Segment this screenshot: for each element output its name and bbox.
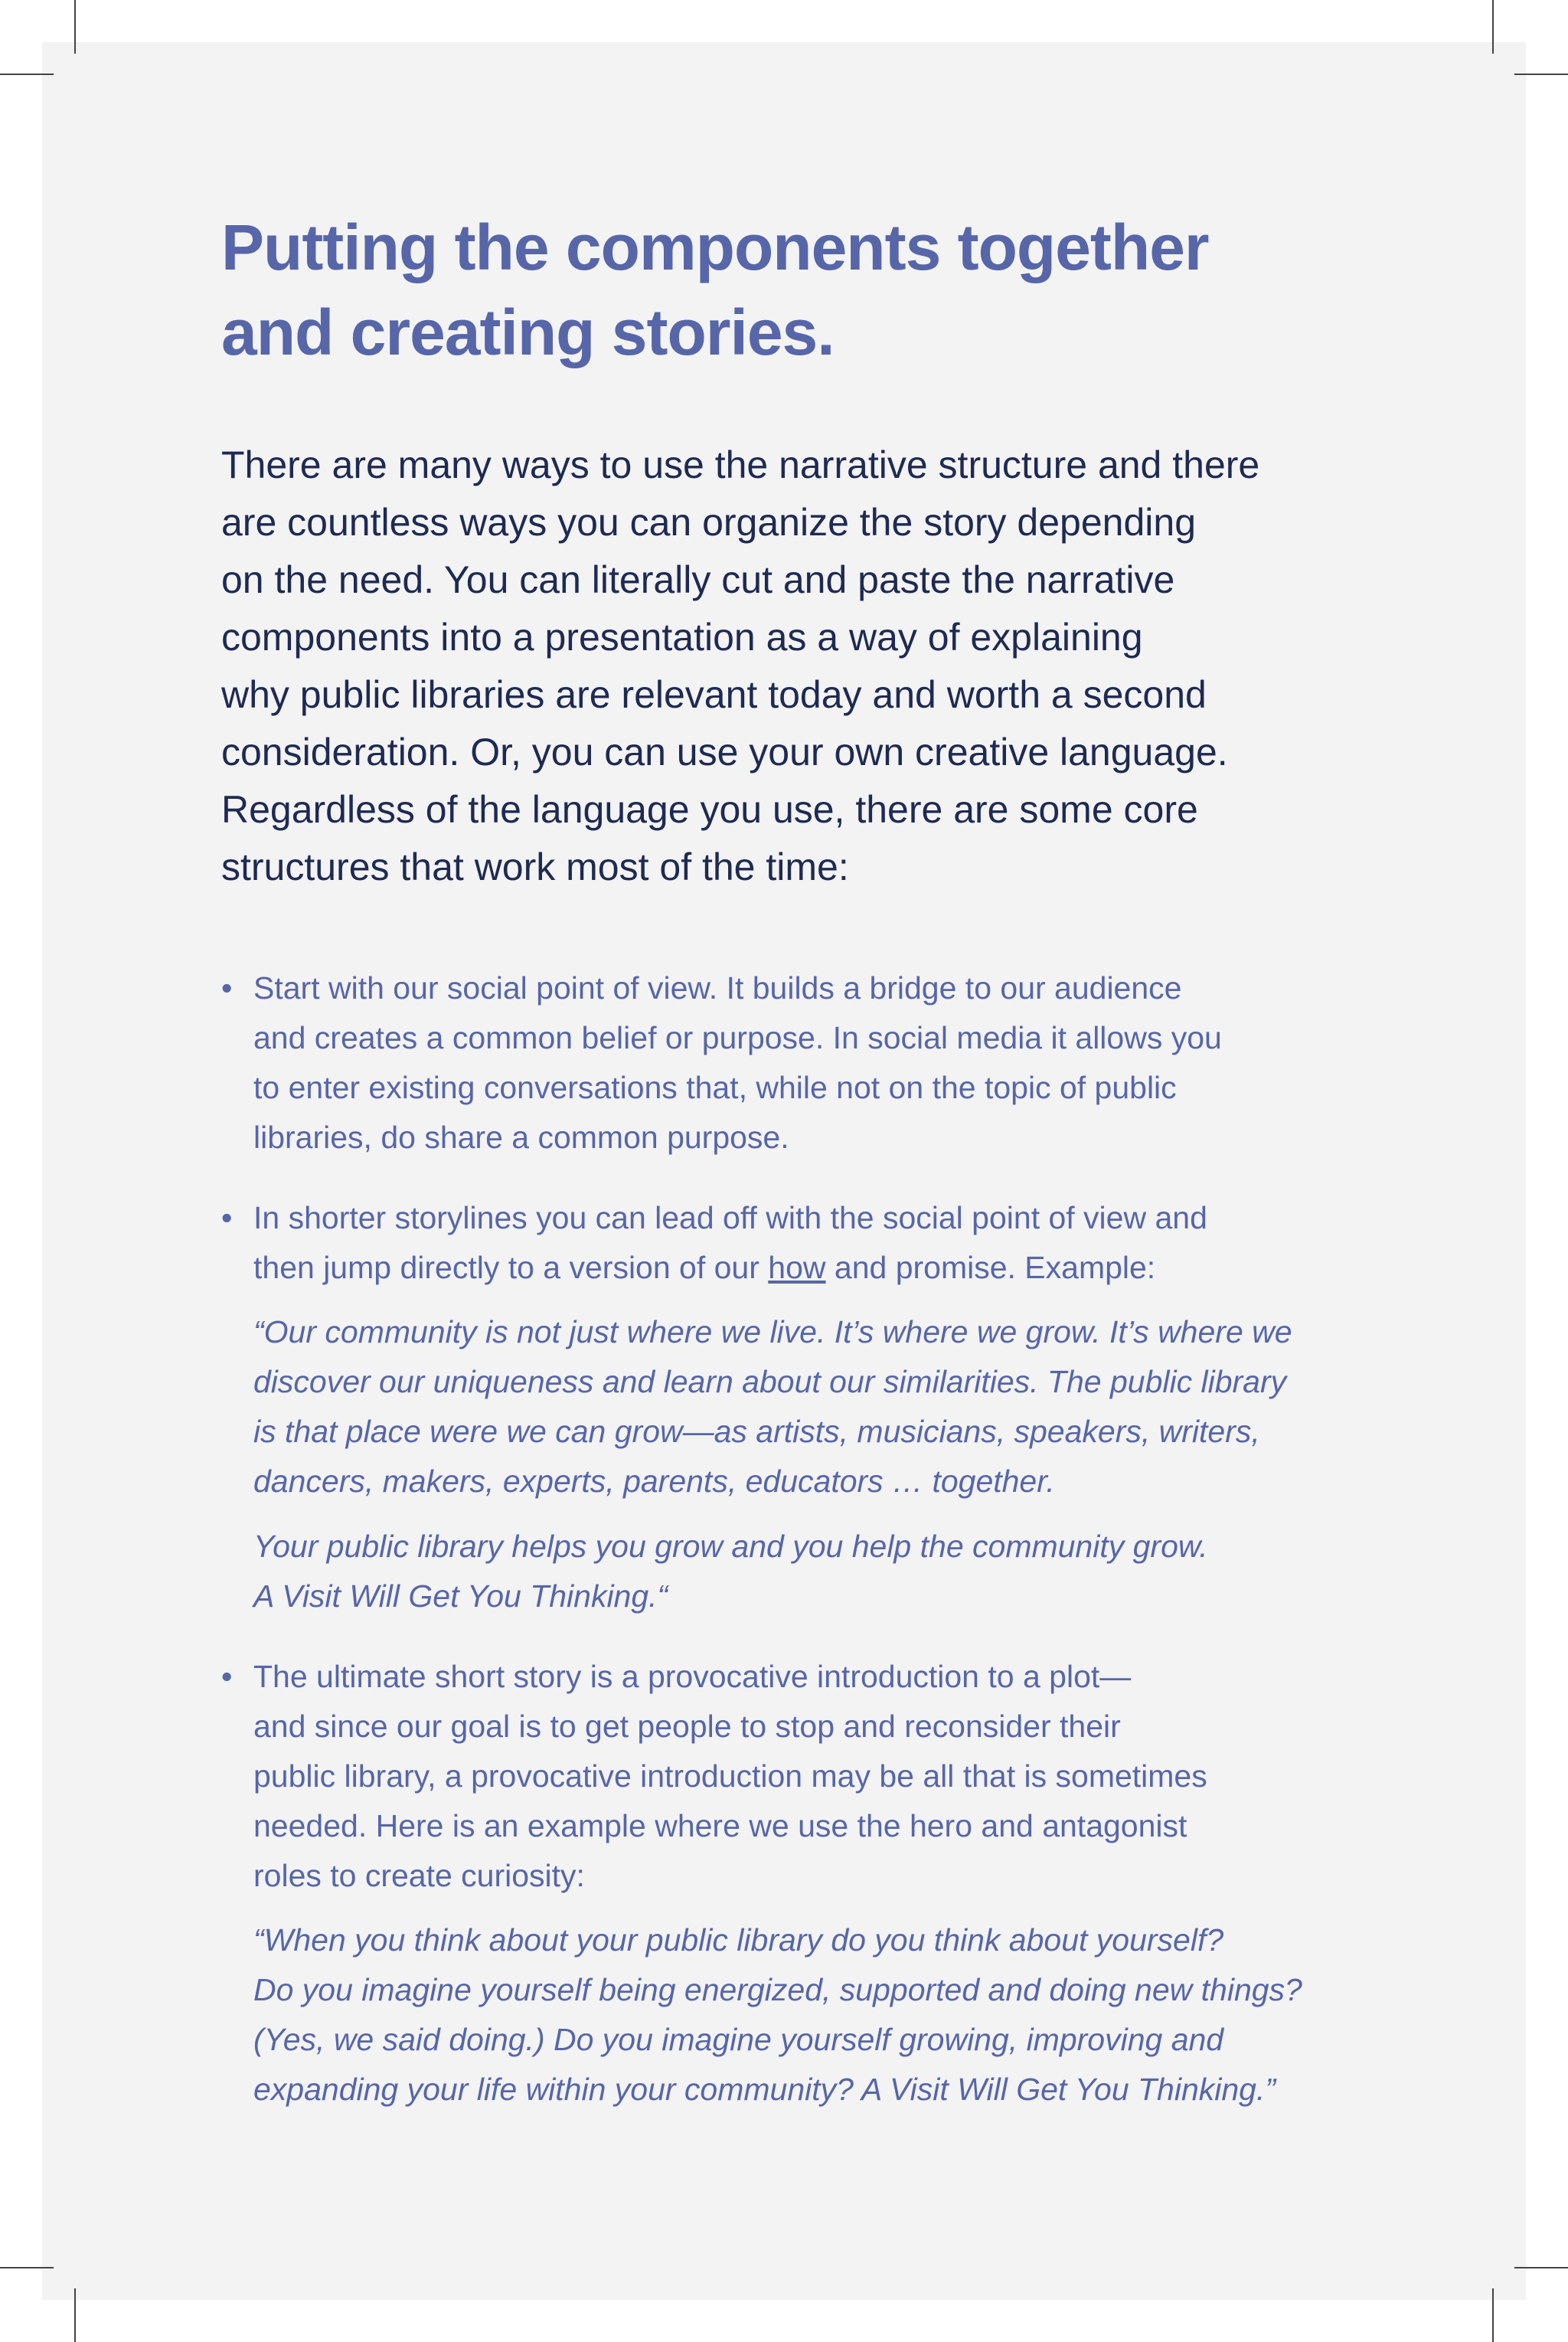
- bullet-line: and creates a common belief or purpose. In social media it allows you: [253, 1020, 1222, 1055]
- example-quote: [253, 1915, 1347, 2115]
- crop-mark-bottom-right-horizontal: [1514, 2267, 1568, 2268]
- intro-line: why public libraries are relevant today and worth a second: [221, 673, 1207, 716]
- bullet-line: and since our goal is to get people to stop and reconsider their: [253, 1709, 1121, 1744]
- bullet-line: to enter existing conversations that, while not on the topic of public: [253, 1070, 1177, 1105]
- intro-line: components into a presentation as a way of explaining: [221, 616, 1143, 659]
- intro-line: Regardless of the language you use, there are some core: [221, 788, 1198, 831]
- quote-line: Your public library helps you grow and you help the community grow.: [253, 1529, 1208, 1564]
- bullet-line: roles to create curiosity:: [253, 1858, 585, 1893]
- intro-line: structures that work most of the time:: [221, 846, 849, 888]
- title-line: Putting the components together: [221, 211, 1209, 283]
- quote-line: Do you imagine yourself being energized, supported and doing new things?: [253, 1972, 1302, 2007]
- bullet-line: libraries, do share a common purpose.: [253, 1120, 789, 1155]
- bullet-list: [221, 963, 1347, 2115]
- bullet-text: and promise. Example:: [825, 1250, 1156, 1285]
- bullet-item-ultimate-short-story: [221, 1652, 1347, 2115]
- bullet-item-social-point-of-view: [221, 963, 1347, 1163]
- crop-mark-top-right-horizontal: [1514, 74, 1568, 75]
- bullet-line: In shorter storylines you can lead off with the social point of view and: [253, 1200, 1207, 1235]
- bullet-text: then jump directly to a version of our: [253, 1250, 769, 1285]
- bullet-dot: •: [221, 1200, 233, 1235]
- intro-line: consideration. Or, you can use your own creative language.: [221, 731, 1228, 774]
- quote-line: (Yes, we said doing.) Do you imagine yourself growing, improving and: [253, 2022, 1224, 2057]
- crop-mark-bottom-right-vertical: [1492, 2288, 1494, 2342]
- crop-mark-bottom-left-horizontal: [0, 2267, 54, 2268]
- intro-paragraph: [221, 437, 1347, 896]
- intro-line: There are many ways to use the narrative structure and there: [221, 443, 1260, 486]
- intro-line: are countless ways you can organize the story depending: [221, 501, 1196, 544]
- example-quote-closing: [253, 1522, 1347, 1621]
- bullet-dot: •: [221, 970, 233, 1006]
- example-quote: [253, 1307, 1347, 1506]
- bullet-line: The ultimate short story is a provocative introduction to a plot—: [253, 1659, 1132, 1694]
- main-content: [221, 205, 1347, 2145]
- bullet-dot: •: [221, 1659, 233, 1694]
- crop-mark-top-right-vertical: [1492, 0, 1494, 54]
- title-line: and creating stories.: [221, 296, 835, 368]
- quote-line: A Visit Will Get You Thinking.“: [253, 1578, 668, 1614]
- bullet-line: [253, 1243, 1347, 1293]
- quote-line: discover our uniqueness and learn about our similarities. The public library: [253, 1364, 1287, 1399]
- bullet-item-shorter-storylines: [221, 1193, 1347, 1621]
- bullet-line: public library, a provocative introduction may be all that is sometimes: [253, 1758, 1207, 1794]
- quote-line: expanding your life within your community? A Visit Will Get You Thinking.”: [253, 2072, 1276, 2107]
- quote-line: is that place were we can grow—as artists, musicians, speakers, writers,: [253, 1414, 1260, 1449]
- crop-mark-top-left-horizontal: [0, 74, 54, 75]
- crop-mark-top-left-vertical: [74, 0, 76, 54]
- quote-line: dancers, makers, experts, parents, educators … together.: [253, 1464, 1055, 1499]
- underlined-word-how: how: [768, 1250, 826, 1285]
- quote-line: “When you think about your public library do you think about yourself?: [253, 1922, 1224, 1958]
- quote-line: “Our community is not just where we live. It’s where we grow. It’s where we: [253, 1314, 1292, 1349]
- bullet-line: needed. Here is an example where we use the hero and antagonist: [253, 1808, 1187, 1843]
- crop-mark-bottom-left-vertical: [74, 2288, 76, 2342]
- page-title: [221, 205, 1347, 375]
- bullet-line: Start with our social point of view. It builds a bridge to our audience: [253, 970, 1182, 1006]
- intro-line: on the need. You can literally cut and paste the narrative: [221, 558, 1175, 601]
